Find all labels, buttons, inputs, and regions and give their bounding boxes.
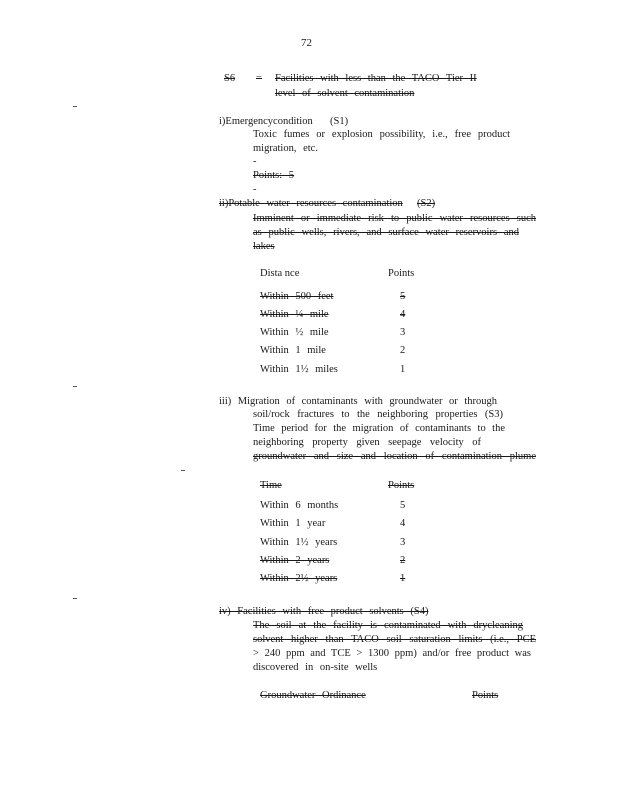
s2-row-label: Within ½ mile: [260, 327, 329, 338]
s3-row-points: 2: [400, 555, 406, 566]
s3-row-label: Within 2 years: [260, 555, 330, 566]
s1-code: (S1): [330, 116, 349, 127]
s3-col-time: Time: [260, 480, 282, 491]
s2-code: (S2): [417, 198, 436, 209]
heading-equals: =: [256, 73, 262, 84]
margin-mark: [73, 106, 77, 107]
s2-row-points: 1: [400, 364, 406, 375]
s4-col-groundwater-ordinance: Groundwater Ordinance: [260, 690, 366, 701]
s3-row-points: 5: [400, 500, 406, 511]
s3-row-label: Within 1½ years: [260, 537, 338, 548]
s2-row-label: Within 1 mile: [260, 345, 326, 356]
s3-row-points: 3: [400, 537, 406, 548]
s3-description-line-3: groundwater and size and location of contamination plume: [253, 451, 536, 462]
s3-description-line-2: neighboring property given seepage velocity of: [253, 437, 481, 448]
heading-line-2: level of solvent contamination: [275, 88, 415, 99]
s2-row-points: 2: [400, 345, 406, 356]
s3-row-points: 4: [400, 518, 406, 529]
s1-description-line-2: migration, etc.: [253, 143, 318, 154]
heading-code: S6: [224, 73, 236, 84]
heading-line-1: Facilities with less than the TACO Tier II: [275, 73, 477, 84]
s4-description-line-4: discovered in on-site wells: [253, 662, 378, 673]
s4-col-points: Points: [472, 690, 499, 701]
s2-row-label: Within 500 feet: [260, 291, 334, 302]
s2-row-label: Within 1½ miles: [260, 364, 338, 375]
s4-description-line-2: solvent higher than TACO soil saturation limits (i.e., PCE: [253, 634, 536, 645]
margin-mark: [73, 386, 77, 387]
s2-col-points: Points: [388, 268, 415, 279]
s2-row-label: Within ¼ mile: [260, 309, 329, 320]
margin-mark: [181, 470, 185, 471]
s1-dash: -: [253, 156, 257, 167]
s4-description-line-3: > 240 ppm and TCE > 1300 ppm) and/or free product was: [253, 648, 531, 659]
s3-col-points: Points: [388, 480, 415, 491]
s2-row-points: 5: [400, 291, 406, 302]
s3-row-label: Within 1 year: [260, 518, 326, 529]
s3-row-points: 1: [400, 573, 406, 584]
page-number: 72: [301, 37, 312, 49]
s3-description-line-1: Time period for the migration of contaminants to the: [253, 423, 505, 434]
s2-description-line-2: as public wells, rivers, and surface water reservoirs and: [253, 227, 519, 238]
s1-dash: -: [253, 184, 257, 195]
s1-title: i)Emergencycondition: [219, 116, 313, 127]
s2-title: ii)Potable water resources contamination: [219, 198, 403, 209]
s3-title-line-1: iii) Migration of contaminants with groundwater or through: [219, 396, 497, 407]
s3-row-label: Within 6 months: [260, 500, 339, 511]
s2-description-line-1: Imminent or immediate risk to public water resources such: [253, 213, 536, 224]
s3-row-label: Within 2½ years: [260, 573, 338, 584]
s2-description-line-3: lakes: [253, 241, 275, 252]
s4-title: iv) Facilities with free product solvents (S4): [219, 606, 429, 617]
s4-description-line-1: The soil at the facility is contaminated with drycleaning: [253, 620, 523, 631]
s2-col-distance: Dista nce: [260, 268, 300, 279]
s1-points: Points: 5: [253, 170, 295, 181]
margin-mark: [73, 598, 77, 599]
s3-title-line-2: soil/rock fractures to the neighboring properties (S3): [253, 409, 503, 420]
s1-description-line-1: Toxic fumes or explosion possibility, i.e., free product: [253, 129, 510, 140]
s2-row-points: 4: [400, 309, 406, 320]
s2-row-points: 3: [400, 327, 406, 338]
